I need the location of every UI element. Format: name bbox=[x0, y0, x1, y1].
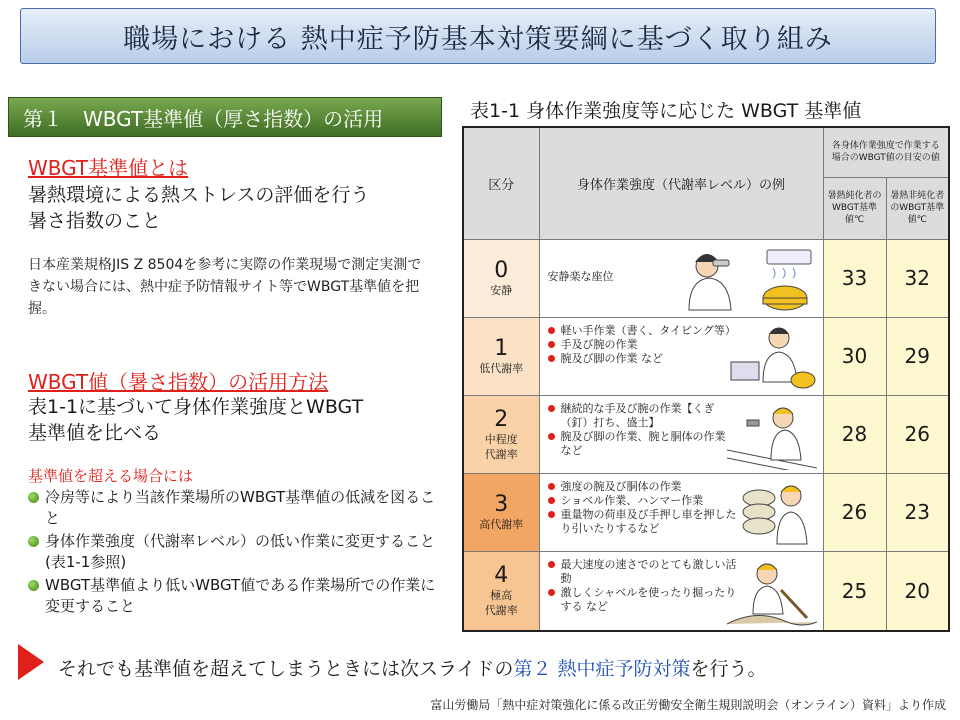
table-row bbox=[463, 473, 949, 551]
example-item: 軽い手作業（書く、タイピング等） bbox=[548, 324, 738, 338]
wbgt-definition-note: 日本産業規格JIS Z 8504を参考に実際の作業現場で測定実測できない場合には、熱中症予防情報サイト等でWBGT基準値を把握。 bbox=[28, 257, 422, 317]
example-item: 激しくシャベルを使ったり掘ったりする など bbox=[548, 586, 738, 614]
resting-worker-icon bbox=[667, 244, 817, 312]
example-item: 腕及び脚の作業、腕と胴体の作業 など bbox=[548, 430, 738, 458]
example-cell bbox=[539, 551, 823, 631]
list-item bbox=[28, 487, 438, 529]
class-number: 2 bbox=[494, 406, 509, 432]
usage-line2: 基準値を比べる bbox=[28, 422, 162, 444]
non-acclimatized-value: 20 bbox=[886, 551, 949, 631]
example-item: 最大速度の速さでのとても激しい活動 bbox=[548, 558, 738, 586]
red-bullet-icon bbox=[548, 497, 555, 504]
class-label: 高代謝率 bbox=[479, 518, 524, 531]
acclimatized-value: 30 bbox=[823, 317, 886, 395]
class-number: 4 bbox=[494, 563, 509, 589]
list-item bbox=[28, 531, 438, 573]
non-acclimatized-value: 29 bbox=[886, 317, 949, 395]
green-bullet-icon bbox=[28, 580, 39, 591]
class-number: 0 bbox=[494, 258, 509, 283]
usage-bullet-list bbox=[28, 487, 438, 619]
carrying-worker-icon bbox=[737, 478, 817, 548]
desk-worker-icon bbox=[727, 322, 817, 392]
non-acclimatized-value: 23 bbox=[886, 473, 949, 551]
class-number: 3 bbox=[494, 492, 509, 517]
wbgt-definition-heading: WBGT基準値とは bbox=[28, 156, 189, 180]
example-item: 安静楽な座位 bbox=[547, 269, 614, 283]
acclimatized-value: 28 bbox=[823, 395, 886, 473]
slide-title: 職場における 熱中症予防基本対策要綱に基づく取り組み bbox=[20, 8, 936, 64]
class-cell bbox=[463, 395, 539, 473]
table-row bbox=[463, 239, 949, 317]
red-bullet-icon bbox=[548, 561, 555, 568]
example-item: 腕及び脚の作業 など bbox=[548, 352, 738, 366]
class-cell bbox=[463, 239, 539, 317]
header-group: 各身体作業強度で作業する場合のWBGT値の目安の値 bbox=[823, 127, 949, 177]
red-arrow-icon bbox=[18, 644, 44, 680]
table-row bbox=[463, 395, 949, 473]
class-label: 中程度 bbox=[484, 432, 518, 446]
class-label-2: 代謝率 bbox=[484, 447, 518, 461]
bottom-message bbox=[58, 654, 767, 681]
bottom-message-pre: それでも基準値を超えてしまうときには次スライドの bbox=[58, 658, 514, 680]
table-row bbox=[463, 551, 949, 631]
example-item: ショベル作業、ハンマー作業 bbox=[548, 494, 738, 508]
header-class: 区分 bbox=[463, 127, 539, 239]
class-number: 1 bbox=[494, 336, 509, 361]
class-cell bbox=[463, 317, 539, 395]
acclimatized-value: 26 bbox=[823, 473, 886, 551]
header-non-acclimatized: 暑熱非純化者のWBGT基準値℃ bbox=[886, 177, 949, 239]
class-label: 低代謝率 bbox=[479, 362, 524, 375]
class-label: 安静 bbox=[490, 284, 513, 297]
class-label: 極高 bbox=[490, 589, 513, 603]
red-bullet-icon bbox=[548, 327, 555, 334]
usage-heading: WBGT値（暑さ指数）の活用方法 bbox=[28, 370, 329, 394]
header-acclimatized: 暑熱純化者のWBGT基準値℃ bbox=[823, 177, 886, 239]
hammering-worker-icon bbox=[727, 400, 817, 470]
class-cell bbox=[463, 551, 539, 631]
header-example: 身体作業強度（代謝率レベル）の例 bbox=[539, 127, 823, 239]
example-cell bbox=[539, 317, 823, 395]
usage-line1: 表1-1に基づいて身体作業強度とWBGT bbox=[28, 396, 364, 418]
example-item: 手及び腕の作業 bbox=[548, 338, 738, 352]
red-bullet-icon bbox=[548, 341, 555, 348]
bullet-text: WBGT基準値より低いWBGT値である作業場所での作業に変更すること bbox=[45, 576, 436, 615]
red-bullet-icon bbox=[548, 511, 555, 518]
wbgt-definition-line1: 暑熱環境による熱ストレスの評価を行う bbox=[28, 184, 370, 206]
list-item bbox=[28, 575, 438, 617]
red-bullet-icon bbox=[548, 355, 555, 362]
acclimatized-value: 33 bbox=[823, 239, 886, 317]
section-badge: 第１ WBGT基準値（厚さ指数）の活用 bbox=[8, 97, 442, 137]
red-bullet-icon bbox=[548, 589, 555, 596]
bullet-text: 冷房等により当該作業場所のWBGT基準値の低減を図ること bbox=[45, 488, 436, 527]
table-row bbox=[463, 317, 949, 395]
source-citation: 富山労働局「熱中症対策強化に係る改正労働安全衛生規則説明会（オンライン）資料」より作成 bbox=[430, 698, 946, 712]
bottom-message-post: を行う。 bbox=[690, 658, 767, 680]
non-acclimatized-value: 26 bbox=[886, 395, 949, 473]
table-title: 表1-1 身体作業強度等に応じた WBGT 基準値 bbox=[470, 100, 862, 122]
class-cell bbox=[463, 473, 539, 551]
green-bullet-icon bbox=[28, 492, 39, 503]
next-slide-reference: 第２ 熱中症予防対策 bbox=[513, 658, 691, 680]
example-cell bbox=[539, 473, 823, 551]
example-cell bbox=[539, 395, 823, 473]
acclimatized-value: 25 bbox=[823, 551, 886, 631]
wbgt-definition-line2: 暑さ指数のこと bbox=[28, 210, 162, 232]
shoveling-worker-icon bbox=[727, 556, 817, 628]
red-bullet-icon bbox=[548, 483, 555, 490]
bullet-text: 身体作業強度（代謝率レベル）の低い作業に変更すること(表1-1参照) bbox=[45, 532, 436, 571]
usage-subheading: 基準値を超える場合には bbox=[28, 467, 194, 485]
red-bullet-icon bbox=[548, 433, 555, 440]
example-item: 継続的な手及び腕の作業【くぎ（釘）打ち、盛土】 bbox=[548, 402, 738, 430]
example-cell bbox=[539, 239, 823, 317]
example-item: 重量物の荷車及び手押し車を押したり引いたりするなど bbox=[548, 508, 738, 536]
class-label-2: 代謝率 bbox=[484, 604, 518, 618]
example-item: 強度の腕及び胴体の作業 bbox=[548, 480, 738, 494]
wbgt-table bbox=[462, 126, 950, 632]
red-bullet-icon bbox=[548, 405, 555, 412]
green-bullet-icon bbox=[28, 536, 39, 547]
non-acclimatized-value: 32 bbox=[886, 239, 949, 317]
